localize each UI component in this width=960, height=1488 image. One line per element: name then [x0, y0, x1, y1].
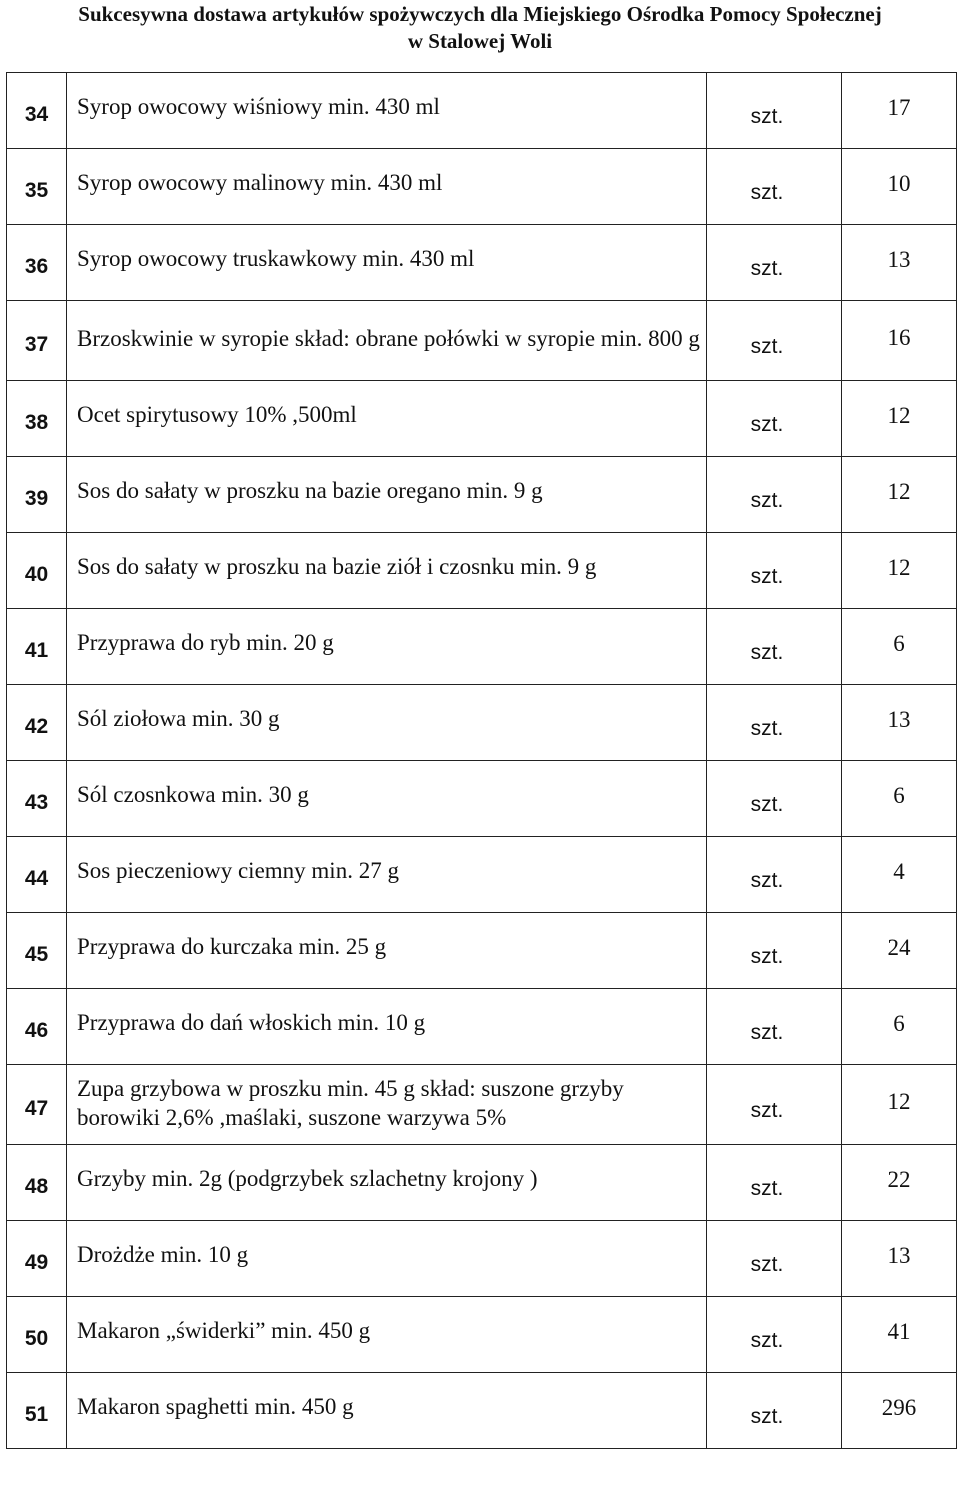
- table-row: [7, 913, 957, 989]
- item-quantity: 10: [842, 149, 957, 225]
- table-row: [7, 301, 957, 381]
- row-number: 50: [7, 1297, 67, 1373]
- table-row: [7, 533, 957, 609]
- item-quantity: 13: [842, 685, 957, 761]
- item-unit: szt.: [707, 989, 842, 1065]
- item-quantity: 22: [842, 1145, 957, 1221]
- item-quantity: 24: [842, 913, 957, 989]
- item-unit: szt.: [707, 381, 842, 457]
- item-quantity: 6: [842, 761, 957, 837]
- table-row: [7, 837, 957, 913]
- table-row: [7, 457, 957, 533]
- item-unit: szt.: [707, 533, 842, 609]
- item-quantity: 41: [842, 1297, 957, 1373]
- table-row: [7, 1065, 957, 1145]
- row-number: 39: [7, 457, 67, 533]
- table-row: [7, 609, 957, 685]
- row-number: 41: [7, 609, 67, 685]
- item-unit: szt.: [707, 609, 842, 685]
- table-row: [7, 1373, 957, 1449]
- document-header: [0, 0, 960, 55]
- item-unit: szt.: [707, 225, 842, 301]
- item-description: Przyprawa do kurczaka min. 25 g: [67, 913, 707, 989]
- row-number: 51: [7, 1373, 67, 1449]
- row-number: 36: [7, 225, 67, 301]
- item-description: Brzoskwinie w syropie skład: obrane połówki w syropie min. 800 g: [67, 301, 707, 381]
- item-description: Sól czosnkowa min. 30 g: [67, 761, 707, 837]
- item-unit: szt.: [707, 149, 842, 225]
- item-description: Ocet spirytusowy 10% ,500ml: [67, 381, 707, 457]
- item-quantity: 12: [842, 457, 957, 533]
- header-line-1: Sukcesywna dostawa artykułów spożywczych dla Miejskiego Ośrodka Pomocy Społecznej: [78, 2, 882, 26]
- row-number: 49: [7, 1221, 67, 1297]
- item-description: Sos do sałaty w proszku na bazie oregano min. 9 g: [67, 457, 707, 533]
- item-description: Syrop owocowy wiśniowy min. 430 ml: [67, 73, 707, 149]
- item-quantity: 12: [842, 381, 957, 457]
- table-row: [7, 149, 957, 225]
- items-table-body: [7, 73, 957, 1449]
- row-number: 46: [7, 989, 67, 1065]
- item-description: Syrop owocowy truskawkowy min. 430 ml: [67, 225, 707, 301]
- table-row: [7, 73, 957, 149]
- item-quantity: 4: [842, 837, 957, 913]
- item-unit: szt.: [707, 761, 842, 837]
- row-number: 38: [7, 381, 67, 457]
- item-description: Grzyby min. 2g (podgrzybek szlachetny krojony ): [67, 1145, 707, 1221]
- item-unit: szt.: [707, 1065, 842, 1145]
- item-description: Makaron spaghetti min. 450 g: [67, 1373, 707, 1449]
- row-number: 44: [7, 837, 67, 913]
- row-number: 42: [7, 685, 67, 761]
- row-number: 48: [7, 1145, 67, 1221]
- table-row: [7, 381, 957, 457]
- table-row: [7, 1221, 957, 1297]
- item-description: Zupa grzybowa w proszku min. 45 g skład: suszone grzyby borowiki 2,6% ,maślaki, suszone warzywa 5%: [67, 1065, 707, 1145]
- item-quantity: 13: [842, 1221, 957, 1297]
- item-quantity: 16: [842, 301, 957, 381]
- item-quantity: 6: [842, 609, 957, 685]
- item-quantity: 13: [842, 225, 957, 301]
- item-quantity: 12: [842, 1065, 957, 1145]
- item-unit: szt.: [707, 1221, 842, 1297]
- table-row: [7, 989, 957, 1065]
- item-unit: szt.: [707, 685, 842, 761]
- item-unit: szt.: [707, 837, 842, 913]
- row-number: 35: [7, 149, 67, 225]
- row-number: 45: [7, 913, 67, 989]
- item-description: Sól ziołowa min. 30 g: [67, 685, 707, 761]
- item-unit: szt.: [707, 1297, 842, 1373]
- table-row: [7, 1297, 957, 1373]
- item-description: Sos pieczeniowy ciemny min. 27 g: [67, 837, 707, 913]
- table-row: [7, 1145, 957, 1221]
- header-line-2: w Stalowej Woli: [407, 29, 553, 53]
- table-row: [7, 685, 957, 761]
- item-unit: szt.: [707, 457, 842, 533]
- row-number: 40: [7, 533, 67, 609]
- table-row: [7, 761, 957, 837]
- row-number: 43: [7, 761, 67, 837]
- item-description: Makaron „świderki” min. 450 g: [67, 1297, 707, 1373]
- item-quantity: 296: [842, 1373, 957, 1449]
- row-number: 47: [7, 1065, 67, 1145]
- item-description: Przyprawa do dań włoskich min. 10 g: [67, 989, 707, 1065]
- item-description: Sos do sałaty w proszku na bazie ziół i czosnku min. 9 g: [67, 533, 707, 609]
- item-description: Przyprawa do ryb min. 20 g: [67, 609, 707, 685]
- row-number: 34: [7, 73, 67, 149]
- item-description: Drożdże min. 10 g: [67, 1221, 707, 1297]
- item-unit: szt.: [707, 73, 842, 149]
- item-unit: szt.: [707, 301, 842, 381]
- items-table: [6, 72, 957, 1449]
- item-unit: szt.: [707, 1145, 842, 1221]
- item-description: Syrop owocowy malinowy min. 430 ml: [67, 149, 707, 225]
- table-row: [7, 225, 957, 301]
- item-unit: szt.: [707, 1373, 842, 1449]
- item-quantity: 17: [842, 73, 957, 149]
- item-quantity: 6: [842, 989, 957, 1065]
- item-unit: szt.: [707, 913, 842, 989]
- row-number: 37: [7, 301, 67, 381]
- item-quantity: 12: [842, 533, 957, 609]
